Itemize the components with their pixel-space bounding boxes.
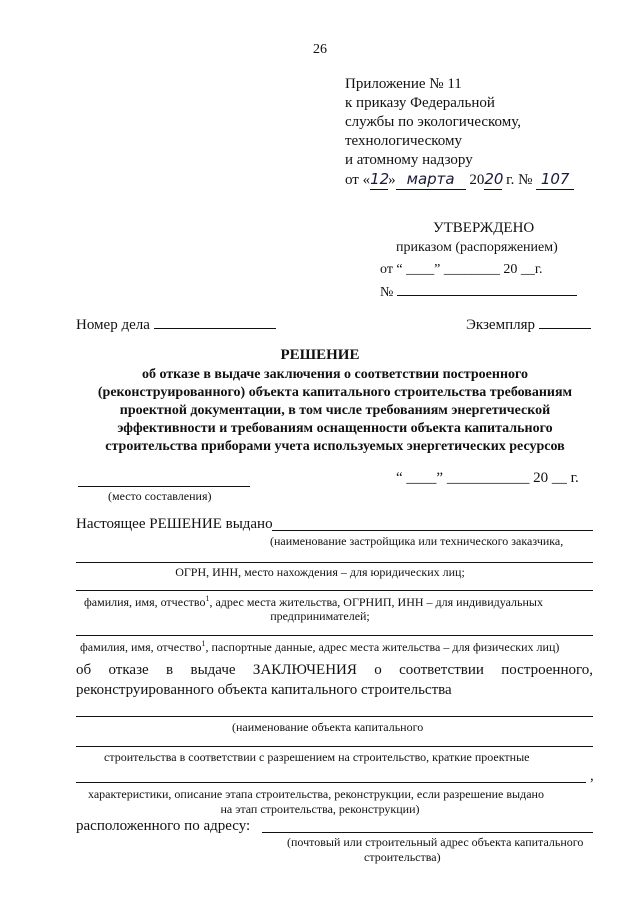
- approved-date: от “ ____” ________ 20 __г.: [380, 262, 543, 277]
- ip-caption: фамилия, имя, отчество$^1$, адрес места жительства, ОГРНИП, ИНН – для индивидуальных: [84, 594, 543, 609]
- developer-caption: (наименование застройщика или технического заказчика,: [270, 534, 564, 548]
- located-label: расположенного по адресу:: [76, 818, 251, 834]
- stage-comma: ,: [590, 768, 594, 784]
- refusal-text: об отказе в выдаче ЗАКЛЮЧЕНИЯ о соответствии построенного, реконструированного объекта капитального строительства: [76, 662, 593, 698]
- case-number-field: [154, 316, 276, 329]
- stage-line: [76, 782, 586, 783]
- legal-line: [76, 562, 593, 563]
- annex-line: к приказу Федеральной: [345, 95, 495, 111]
- annex-date-day: 12: [370, 170, 390, 188]
- ip-caption-2: предпринимателей;: [270, 609, 370, 623]
- approved-by: приказом (распоряжением): [396, 240, 558, 255]
- decision-title: РЕШЕНИЕ: [280, 347, 360, 363]
- copy-number-field: [539, 316, 591, 329]
- annex-line: технологическому: [345, 133, 462, 149]
- object-line: [76, 716, 593, 717]
- annex-block: [345, 75, 625, 190]
- legal-caption: ОГРН, ИНН, место нахождения – для юридических лиц;: [175, 565, 465, 579]
- address-line: [262, 832, 593, 833]
- place-caption: (место составления): [108, 489, 212, 503]
- place-line: [78, 486, 250, 487]
- permit-caption: строительства в соответствии с разрешением на строительство, краткие проектные: [104, 750, 530, 764]
- phys-caption: фамилия, имя, отчество$^1$, паспортные данные, адрес места жительства – для физических лиц): [80, 639, 560, 654]
- case-number: Номер дела: [76, 316, 276, 334]
- phys-line: [76, 635, 593, 636]
- ip-line: [76, 590, 593, 591]
- address-caption-2: строительства): [364, 850, 441, 864]
- object-caption: (наименование объекта капитального: [232, 720, 424, 734]
- permit-line: [76, 746, 593, 747]
- approved-number: №: [380, 283, 577, 301]
- annex-date: от «12» марта 2020 г. № 107: [345, 170, 625, 190]
- annex-date-year: 20: [484, 170, 504, 188]
- annex-line: и атомному надзору: [345, 152, 473, 168]
- page-number: 26: [313, 42, 327, 57]
- approved-number-field: [397, 283, 577, 296]
- developer-line: [272, 530, 593, 531]
- annex-line: Приложение № 11: [345, 76, 462, 92]
- issued-label: Настоящее РЕШЕНИЕ выдано: [76, 516, 273, 532]
- approved-title: УТВЕРЖДЕНО: [433, 220, 535, 236]
- stage-caption: характеристики, описание этапа строительства, реконструкции, если разрешение выдано: [88, 787, 544, 801]
- stage-caption-2: на этап строительства, реконструкции): [220, 802, 420, 816]
- decision-subtitle: об отказе в выдаче заключения о соответствии построенного (реконструированного) объекта капитального строительства требованиям проектной документации, в том числе требованиям энергетической эффективности и требованиям оснащенности объекта капитального строительства приборами учета используемых энергетических ресурсов: [97, 367, 573, 454]
- copy-number: Экземпляр: [466, 316, 591, 334]
- date-right: “ ____” ___________ 20 __ г.: [396, 470, 579, 486]
- annex-date-month: марта: [396, 170, 466, 190]
- annex-line: службы по экологическому,: [345, 114, 521, 130]
- annex-order-number: 107: [536, 170, 574, 190]
- address-caption: (почтовый или строительный адрес объекта капитального: [287, 835, 584, 849]
